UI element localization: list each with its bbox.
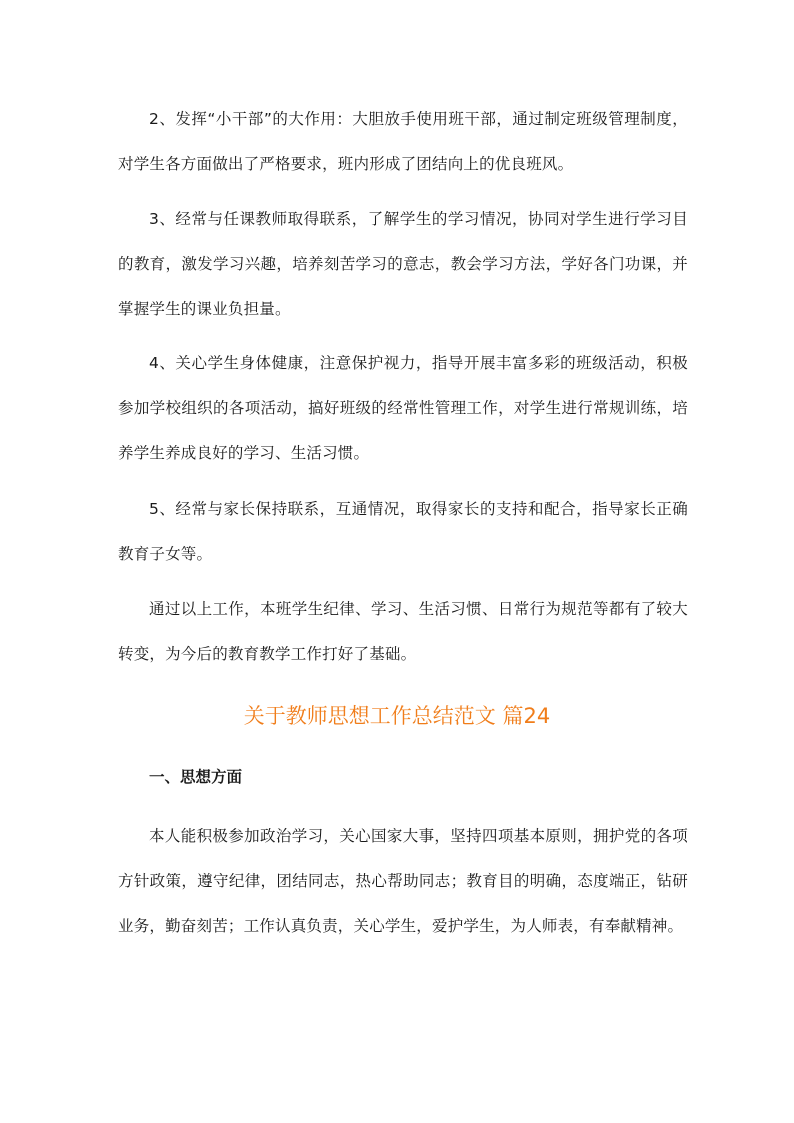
paragraph-student-health: 4、关心学生身体健康，注意保护视力，指导开展丰富多彩的班级活动，积极参加学校组织的各项活动，搞好班级的经常性管理工作，对学生进行常规训练，培养学生养成良好的学习、生活习惯。 (118, 354, 688, 462)
section-subheading: 一、思想方面 (149, 768, 243, 786)
paragraph-summary: 通过以上工作，本班学生纪律、学习、生活习惯、日常行为规范等都有了较大转变，为今后的教育教学工作打好了基础。 (118, 600, 688, 663)
paragraph-ideology: 本人能积极参加政治学习，关心国家大事，坚持四项基本原则，拥护党的各项方针政策，遵守纪律，团结同志，热心帮助同志；教育目的明确，态度端正，钻研业务，勤奋刻苦；工作认真负责，关心学生，爱护学生，为人师表，有奉献精神。 (118, 827, 688, 935)
paragraph-class-cadres: 2、发挥“小干部”的大作用：大胆放手使用班干部，通过制定班级管理制度，对学生各方面做出了严格要求，班内形成了团结向上的优良班风。 (118, 110, 688, 173)
paragraph-parent-contact: 5、经常与家长保持联系，互通情况，取得家长的支持和配合，指导家长正确教育子女等。 (118, 500, 688, 563)
section-title: 关于教师思想工作总结范文 篇24 (243, 704, 551, 728)
paragraph-teacher-contact: 3、经常与任课教师取得联系，了解学生的学习情况，协同对学生进行学习目的教育，激发学习兴趣，培养刻苦学习的意志，教会学习方法，学好各门功课，并掌握学生的课业负担量。 (118, 210, 688, 318)
